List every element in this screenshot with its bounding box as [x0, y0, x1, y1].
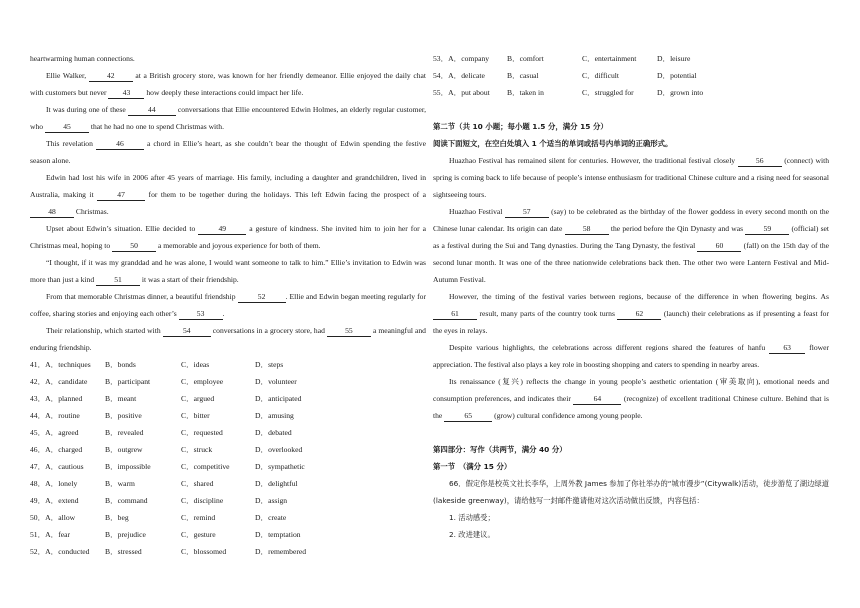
option-a[interactable]: 41．A．techniques	[30, 360, 91, 369]
option-c[interactable]: C．blossomed	[181, 547, 227, 556]
blank-44[interactable]: 44	[128, 105, 176, 116]
option-d[interactable]: D．leisure	[657, 54, 691, 63]
option-b[interactable]: B．participant	[105, 377, 151, 386]
blank-48[interactable]: 48	[30, 207, 74, 218]
option-row	[30, 390, 426, 407]
blank-60[interactable]: 60	[697, 241, 741, 252]
option-d[interactable]: D．potential	[657, 71, 697, 80]
option-b[interactable]: B．outgrew	[105, 445, 143, 454]
blank-54[interactable]: 54	[163, 326, 211, 337]
option-row	[433, 84, 829, 101]
option-b[interactable]: B．bonds	[105, 360, 136, 369]
blank-50[interactable]: 50	[112, 241, 156, 252]
option-a[interactable]: 43．A．planned	[30, 394, 83, 403]
option-d[interactable]: D．remembered	[255, 547, 307, 556]
option-c[interactable]: C．requested	[181, 428, 223, 437]
passage-line: heartwarming human connections.	[30, 54, 135, 63]
grammar-paragraph-3: However, the timing of the festival varies between regions, because of the difference in when flowering begins. As 61 result, many parts of the country took turns 62 (launch) their celebrations as if presenting a feast for the eyes in relays.	[433, 292, 829, 335]
left-column	[30, 50, 426, 560]
prompt-item-1: 1. 活动感受；	[449, 513, 495, 522]
section-1-title: 第一节 （满分 15 分）	[433, 462, 512, 471]
option-row	[30, 458, 426, 475]
option-b[interactable]: B．comfort	[507, 54, 544, 63]
option-d[interactable]: D．delightful	[255, 479, 298, 488]
option-a[interactable]: 55．A．put about	[433, 88, 490, 97]
blank-63[interactable]: 63	[769, 343, 805, 354]
option-c[interactable]: C．employee	[181, 377, 224, 386]
option-row	[30, 424, 426, 441]
blank-65[interactable]: 65	[444, 411, 492, 422]
option-c[interactable]: C．shared	[181, 479, 214, 488]
option-c[interactable]: C．argued	[181, 394, 215, 403]
blank-62[interactable]: 62	[617, 309, 661, 320]
option-row	[30, 492, 426, 509]
option-d[interactable]: D．grown into	[657, 88, 704, 97]
blank-52[interactable]: 52	[238, 292, 286, 303]
option-c[interactable]: C．difficult	[582, 71, 619, 80]
option-d[interactable]: D．volunteer	[255, 377, 297, 386]
option-d[interactable]: D．steps	[255, 360, 284, 369]
option-b[interactable]: B．stressed	[105, 547, 142, 556]
paragraph-6: “I thought, if it was my granddad and he was alone, I would want someone to talk to him.” Ellie’s invitation to Edwin was more than just a kind 51 it was a start of their friendship.	[30, 258, 426, 284]
grammar-paragraph-2: Huazhao Festival 57 (say) to be celebrated as the birthday of the flower goddess in every second month on the Chinese lunar calendar. Its origin can date 58 the period before the Qin Dynasty and was 59 (official) set as a festival during the Sui and Tang dynasties. During the Tang Dynasty, the festival 60 (fall) on the 15th day of the second lunar month. It was one of the three nationwide celebrations back then. The other two were Lantern Festival and Mid-Autumn Festival.	[433, 207, 830, 284]
blank-53[interactable]: 53	[179, 309, 223, 320]
option-c[interactable]: C．struggled for	[582, 88, 634, 97]
option-b[interactable]: B．casual	[507, 71, 539, 80]
option-a[interactable]: 53．A．company	[433, 54, 490, 63]
option-b[interactable]: B．meant	[105, 394, 137, 403]
option-a[interactable]: 49．A．extend	[30, 496, 79, 505]
option-b[interactable]: B．revealed	[105, 428, 144, 437]
option-row	[30, 407, 426, 424]
blank-58[interactable]: 58	[565, 224, 609, 235]
options-list-left	[30, 356, 426, 560]
option-d[interactable]: D．sympathetic	[255, 462, 305, 471]
options-list-right	[433, 50, 829, 101]
blank-43[interactable]: 43	[108, 88, 144, 99]
option-b[interactable]: B．beg	[105, 513, 129, 522]
option-d[interactable]: D．temptation	[255, 530, 301, 539]
blank-61[interactable]: 61	[433, 309, 477, 320]
option-c[interactable]: C．ideas	[181, 360, 210, 369]
option-c[interactable]: C．competitive	[181, 462, 230, 471]
option-a[interactable]: 46．A．charged	[30, 445, 83, 454]
option-a[interactable]: 44．A．routine	[30, 411, 80, 420]
option-row	[30, 509, 426, 526]
blank-57[interactable]: 57	[505, 207, 549, 218]
blank-49[interactable]: 49	[198, 224, 246, 235]
option-row	[433, 67, 829, 84]
option-d[interactable]: D．overlooked	[255, 445, 303, 454]
part-4-title: 第四部分：写作（共两节，满分 40 分）	[433, 445, 567, 454]
option-a[interactable]: 47．A．cautious	[30, 462, 84, 471]
option-a[interactable]: 45．A．agreed	[30, 428, 79, 437]
right-column	[433, 50, 829, 543]
option-b[interactable]: B．prejudice	[105, 530, 146, 539]
option-c[interactable]: C．gesture	[181, 530, 216, 539]
paragraph-3: This revelation 46 a chord in Ellie’s heart, as she couldn’t bear the thought of Edwin spending the festive season alone.	[30, 139, 426, 165]
option-c[interactable]: C．struck	[181, 445, 213, 454]
option-row	[30, 373, 426, 390]
prompt-item-2: 2. 改进建议。	[449, 530, 495, 539]
option-a[interactable]: 42．A．candidate	[30, 377, 88, 386]
option-a[interactable]: 52．A．conducted	[30, 547, 90, 556]
grammar-paragraph-5: Its renaissance (复兴) reflects the change in young people’s aesthetic orientation (审美取向), emotional needs and consumption preferences, and indicates their 64 (recognize) of excellent traditional Chinese culture. Behind that is the 65 (grow) cultural confidence among young people.	[433, 377, 829, 420]
option-a[interactable]: 50．A．allow	[30, 513, 76, 522]
option-d[interactable]: D．anticipated	[255, 394, 302, 403]
option-row	[30, 475, 426, 492]
blank-51[interactable]: 51	[96, 275, 140, 286]
option-a[interactable]: 54．A．delicate	[433, 71, 485, 80]
option-d[interactable]: D．assign	[255, 496, 288, 505]
option-d[interactable]: D．create	[255, 513, 287, 522]
option-b[interactable]: B．positive	[105, 411, 142, 420]
blank-59[interactable]: 59	[745, 224, 789, 235]
paragraph-2: It was during one of these 44 conversations that Ellie encountered Edwin Holmes, an elderly regular customer, who 45 that he had no one to spend Christmas with.	[30, 105, 426, 131]
blank-42[interactable]: 42	[89, 71, 133, 82]
option-b[interactable]: B．command	[105, 496, 148, 505]
option-c[interactable]: C．remind	[181, 513, 216, 522]
option-a[interactable]: 48．A．lonely	[30, 479, 78, 488]
option-row	[30, 526, 426, 543]
section-2-instruction: 阅读下面短文，在空白处填入 1 个适当的单词或括号内单词的正确形式。	[433, 139, 673, 148]
option-d[interactable]: D．debated	[255, 428, 292, 437]
paragraph-4: Edwin had lost his wife in 2006 after 45 years of marriage. His family, including a daughter and grandchildren, lived in Australia, making it 47 for them to be together during the holidays. This left Edwin facing the prospect of a 48 Christmas.	[30, 173, 426, 216]
section-2-title: 第二节（共 10 小题；每小题 1.5 分，满分 15 分）	[433, 122, 608, 131]
grammar-paragraph-1: Huazhao Festival has remained silent for centuries. However, the traditional festival closely 56 (connect) with spring is coming back to life because of people’s intense enthusiasm for traditional Chinese culture and a rising need for seasonal sightseeing tours.	[433, 156, 830, 199]
option-b[interactable]: B．warm	[105, 479, 135, 488]
writing-prompt: 66．假定你是校英文社长李华，上周外教 James 参加了你社举办的“城市漫步”(Citywalk)活动，徒步游览了湖边绿道(lakeside greenway)，请给他写一封邮件邀请他对这次活动做出反馈，内容包括：	[433, 479, 829, 505]
paragraph-7: From that memorable Christmas dinner, a beautiful friendship 52 . Ellie and Edwin began meeting regularly for coffee, sharing stories and enjoying each other’s 53 .	[30, 292, 426, 318]
paragraph-8: Their relationship, which started with 54 conversations in a grocery store, had 55 a meaningful and enduring friendship.	[30, 326, 426, 352]
paragraph-5: Upset about Edwin’s situation. Ellie decided to 49 a gesture of kindness. She invited him to join her for a Christmas meal, hoping to 50 a memorable and joyous experience for both of them.	[30, 224, 426, 250]
option-a[interactable]: 51．A．fear	[30, 530, 71, 539]
blank-47[interactable]: 47	[97, 190, 145, 201]
option-d[interactable]: D．amusing	[255, 411, 294, 420]
option-b[interactable]: B．taken in	[507, 88, 544, 97]
option-row	[30, 356, 426, 373]
option-c[interactable]: C．bitter	[181, 411, 210, 420]
blank-56[interactable]: 56	[738, 156, 782, 167]
option-c[interactable]: C．discipline	[181, 496, 224, 505]
option-c[interactable]: C．entertainment	[582, 54, 637, 63]
blank-45[interactable]: 45	[45, 122, 89, 133]
blank-46[interactable]: 46	[96, 139, 144, 150]
grammar-paragraph-4: Despite various highlights, the celebrations across different regions shared the features of hanfu 63 flower appreciation. The festival also plays a key role in boosting shopping and caters to spending in nearby areas.	[433, 343, 829, 369]
paragraph-1: Ellie Walker, 42 at a British grocery store, was known for her friendly demeanor. Ellie enjoyed the daily chat with customers but never 43 how deeply these interactions could impact her life.	[30, 71, 426, 97]
option-b[interactable]: B．impossible	[105, 462, 151, 471]
option-row	[433, 50, 829, 67]
option-row	[30, 543, 426, 560]
blank-64[interactable]: 64	[573, 394, 621, 405]
blank-55[interactable]: 55	[327, 326, 371, 337]
option-row	[30, 441, 426, 458]
